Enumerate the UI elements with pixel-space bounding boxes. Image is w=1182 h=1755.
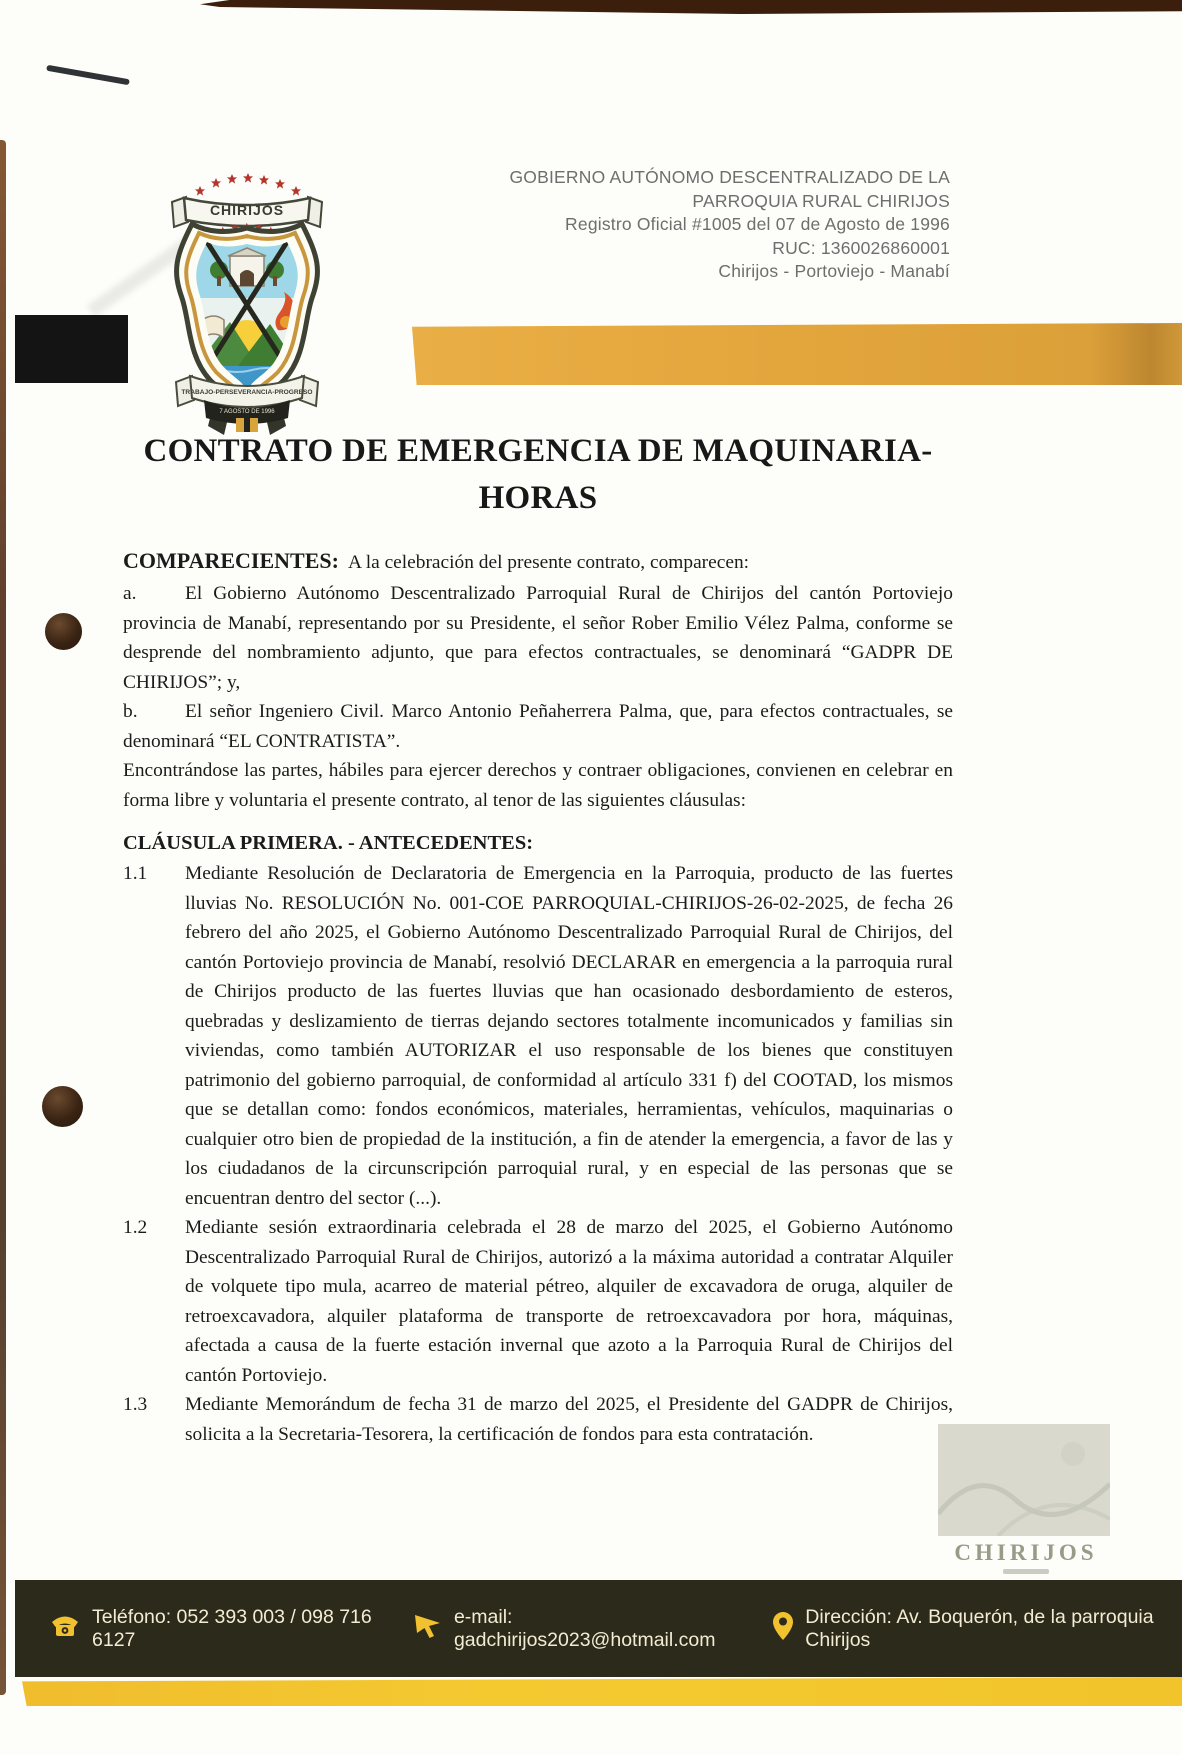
crest-banner-text: CHIRIJOS	[209, 202, 285, 218]
footer-email-text: e-mail: gadchirijos2023@hotmail.com	[453, 1605, 716, 1651]
clause-item-text: Mediante Memorándum de fecha 31 de marzo del 2025, el Presidente del GADPR de Chirijos, solicita a la Secretaria-Tesorera, la certificación de fondos para esta contratación.	[185, 1394, 953, 1445]
comparecientes-intro: A la celebración del presente contrato, comparecen:	[347, 552, 750, 573]
stamp-text: CHIRIJOS	[954, 1540, 1098, 1565]
document-title	[123, 428, 953, 522]
punch-hole	[42, 1086, 83, 1127]
footer-yellow-stripe	[22, 1677, 1182, 1706]
clause-item-number: 1.3	[123, 1394, 148, 1415]
punch-hole	[45, 613, 82, 650]
title-line2: HORAS	[478, 480, 598, 516]
footer-email-group	[413, 1606, 745, 1652]
org-name-line2: PARROQUIA RURAL CHIRIJOS	[692, 190, 950, 211]
clause-heading: CLÁUSULA PRIMERA. - ANTECEDENTES:	[123, 832, 534, 854]
black-redaction-box	[15, 315, 128, 383]
crest-logo	[162, 170, 332, 440]
comparecientes-label: COMPARECIENTES:	[123, 548, 339, 573]
party-b-text: El señor Ingeniero Civil. Marco Antonio Peñaherrera Palma, que, para efectos contractuales, se denominará “EL CONTRATISTA”.	[123, 701, 953, 752]
phone-icon	[49, 1613, 81, 1645]
star-icons	[195, 173, 301, 196]
comparecientes-heading	[123, 545, 953, 579]
clause-item	[123, 859, 953, 1213]
footer-phone-text: Teléfono: 052 393 003 / 098 716 6127	[92, 1605, 372, 1651]
chirijos-stamp	[938, 1424, 1114, 1574]
pen-mark	[46, 65, 130, 85]
party-b-paragraph	[123, 697, 953, 756]
crest-date-text: 7 AGOSTO DE 1996	[219, 409, 275, 415]
title-line1: CONTRATO DE EMERGENCIA DE MAQUINARIA-	[143, 433, 933, 469]
org-name-line1: GOBIERNO AUTÓNOMO DESCENTRALIZADO DE LA	[509, 167, 950, 187]
clause-item-number: 1.2	[123, 1217, 148, 1238]
party-b-marker: b.	[123, 701, 138, 722]
footer-address-group	[772, 1606, 1182, 1652]
clause-item-text: Mediante Resolución de Declaratoria de Emergencia en la Parroquia, producto de las fuertes lluvias No. RESOLUCIÓN No. 001-COE PARROQUIAL-CHIRIJOS-26-02-2025, de fecha 26 febrero del año 2025, el Gobierno Autónomo Descentralizado Parroquial Rural de Chirijos, del cantón Portoviejo provincia de Manabí, resolvió DECLARAR en emergencia a la parroquia rural de Chirijos producto de las fuertes lluvias que han ocasionado desbordamiento de esteros, quebradas y deslizamiento de tierras dejando sectores totalmente incomunicados y familias sin viviendas, como también AUTORIZAR el uso responsable de los bienes que constituyen patrimonio del gobierno parroquial, de conformidad al artículo 331 f) del COOTAD, los mismos que se detallan como: fondos económicos, materiales, herramientas, vehículos, maquinarias o cualquier otro bien de propiedad de la institución, a fin de atender la emergencia, a favor de las y los ciudadanos de la circunscripción parroquial rural, y en especial de las personas que se encuentran dentro del sector (...).	[185, 863, 953, 1209]
cursor-mail-icon	[413, 1612, 443, 1645]
crest-motto-text: TRABAJO-PERSEVERANCIA-PROGRESO	[181, 389, 313, 396]
footer-phone-group	[49, 1606, 386, 1652]
party-a-text: El Gobierno Autónomo Descentralizado Parroquial Rural de Chirijos del cantón Portoviejo provincia de Manabí, representando por su Presidente, el señor Rober Emilio Vélez Palma, conforme se desprende del nombramiento adjunto, que para efectos contractuales, se denominará “GADPR DE CHIRIJOS”; y,	[123, 583, 953, 693]
contract-body	[123, 545, 953, 1449]
scan-top-edge	[200, 0, 1182, 14]
letterhead	[480, 166, 950, 284]
gold-band	[412, 323, 1182, 385]
agreement-paragraph: Encontrándose las partes, hábiles para ejercer derechos y contraer obligaciones, convienen en celebrar en forma libre y voluntaria el presente contrato, al tenor de las siguientes cláusulas:	[123, 760, 953, 811]
org-location: Chirijos - Portoviejo - Manabí	[718, 261, 950, 281]
location-pin-icon	[772, 1611, 794, 1647]
party-a-paragraph	[123, 579, 953, 697]
clause-item-number: 1.1	[123, 863, 148, 884]
clause-item-text: Mediante sesión extraordinaria celebrada el 28 de marzo del 2025, el Gobierno Autónomo Descentralizado Parroquial Rural de Chirijos, autorizó a la máxima autoridad a contratar Alquiler de volquete tipo mula, acarreo de material pétreo, alquiler de excavadora de oruga, alquiler de retroexcavadora, alquiler plataforma de transporte de retroexcavadora por hora, máquinas, afectada a causa de la fuerte estación invernal que azoto a la Parroquia Rural de Chirijos del cantón Portoviejo.	[185, 1217, 953, 1386]
stamp-subtext	[1003, 1569, 1049, 1574]
footer-bar	[15, 1580, 1182, 1677]
registro-oficial: Registro Oficial #1005 del 07 de Agosto de 1996	[565, 214, 950, 234]
stamp-image	[938, 1424, 1110, 1536]
party-a-marker: a.	[123, 583, 137, 604]
clause-item	[123, 1213, 953, 1390]
clause-item	[123, 1390, 953, 1449]
footer-address-text: Dirección: Av. Boquerón, de la parroquia Chirijos	[805, 1605, 1154, 1651]
ruc-number: RUC: 1360026860001	[772, 237, 950, 258]
scan-left-edge	[0, 140, 6, 1695]
